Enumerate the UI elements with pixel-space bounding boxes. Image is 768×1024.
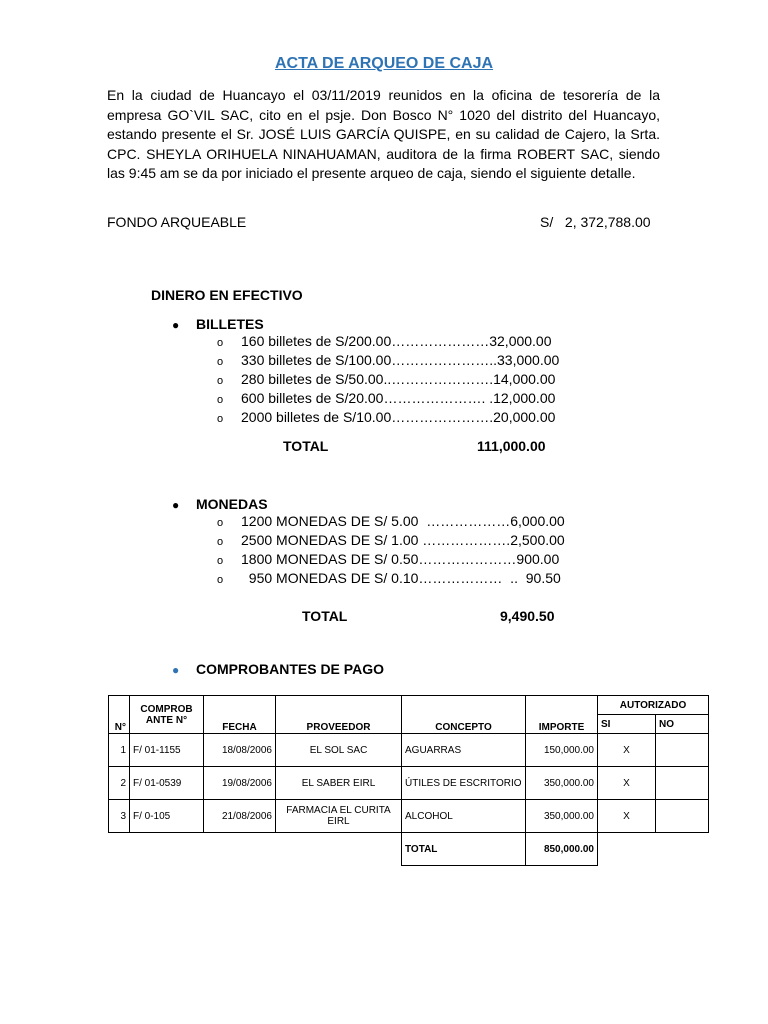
header-n: N° (109, 696, 130, 734)
circle-bullet-icon: o (217, 574, 224, 586)
bullet-icon: ● (172, 498, 180, 512)
circle-bullet-icon: o (217, 356, 224, 368)
header-proveedor: PROVEEDOR (276, 696, 402, 734)
table-total-value: 850,000.00 (526, 833, 598, 866)
efectivo-title: DINERO EN EFECTIVO (151, 287, 303, 303)
table-row: 2 F/ 01-0539 19/08/2006 EL SABER EIRL ÚTILES DE ESCRITORIO 350,000.00 X (109, 767, 709, 800)
table-row: 1 F/ 01-1155 18/08/2006 EL SOL SAC AGUARRAS 150,000.00 X (109, 734, 709, 767)
header-si: SI (598, 715, 656, 734)
comprobantes-heading (172, 661, 384, 677)
header-no: NO (656, 715, 709, 734)
list-item: o 950 MONEDAS DE S/ 0.10……………… .. 90.50 (217, 569, 565, 588)
circle-bullet-icon: o (217, 394, 224, 406)
header-comprobante: COMPROB ANTE N° (130, 696, 204, 734)
header-fecha: FECHA (204, 696, 276, 734)
list-item: o 600 billetes de S/20.00…………………. .12,000.00 (217, 389, 559, 408)
monedas-label: MONEDAS (196, 496, 268, 512)
monedas-total-value: 9,490.50 (500, 608, 555, 624)
page-title: ACTA DE ARQUEO DE CAJA (274, 55, 494, 72)
header-autorizado: AUTORIZADO (598, 696, 709, 715)
billetes-label: BILLETES (196, 316, 264, 332)
list-item: o 280 billetes de S/50.00..………………….14,000.00 (217, 370, 559, 389)
bullet-icon: ● (172, 663, 180, 677)
list-item: o 2500 MONEDAS DE S/ 1.00 ……………….2,500.00 (217, 531, 565, 550)
comprobantes-label: COMPROBANTES DE PAGO (196, 661, 384, 677)
billetes-heading (172, 316, 264, 332)
table-header-row (109, 696, 709, 715)
list-item: o 1800 MONEDAS DE S/ 0.50…………………900.00 (217, 550, 565, 569)
circle-bullet-icon: o (217, 517, 224, 529)
list-item: o 330 billetes de S/100.00…………………..33,000.00 (217, 351, 559, 370)
fondo-value (540, 214, 651, 230)
fondo-label: FONDO ARQUEABLE (107, 214, 247, 230)
circle-bullet-icon: o (217, 555, 224, 567)
monedas-total-label: TOTAL (302, 608, 348, 624)
billetes-list (217, 332, 559, 427)
table-row: 3 F/ 0-105 21/08/2006 FARMACIA EL CURITA EIRL ALCOHOL 350,000.00 X (109, 800, 709, 833)
billetes-total-value: 111,000.00 (477, 438, 546, 454)
intro-paragraph: En la ciudad de Huancayo el 03/11/2019 reunidos en la oficina de tesorería de la empresa GO`VIL SAC, cito en el psje. Don Bosco N° 1020 del distrito del Huancayo, estando presente el Sr. JOSÉ LUIS GARCÍA QUISPE, en su calidad de Cajero, la Srta. CPC. SHEYLA ORIHUELA NINAHUAMAN, auditora de la firma ROBERT SAC, siendo las 9:45 am se da por iniciado el presente arqueo de caja, siendo el siguiente detalle. (107, 87, 660, 181)
bullet-icon: ● (172, 318, 180, 332)
header-concepto: CONCEPTO (402, 696, 526, 734)
monedas-heading (172, 496, 268, 512)
list-item: o 1200 MONEDAS DE S/ 5.00 ………………6,000.00 (217, 512, 565, 531)
monedas-list (217, 512, 565, 588)
comprobantes-table (108, 695, 709, 866)
list-item: o 2000 billetes de S/10.00………………….20,000.00 (217, 408, 559, 427)
circle-bullet-icon: o (217, 375, 224, 387)
circle-bullet-icon: o (217, 337, 224, 349)
circle-bullet-icon: o (217, 413, 224, 425)
circle-bullet-icon: o (217, 536, 224, 548)
list-item: o 160 billetes de S/200.00…………………32,000.00 (217, 332, 559, 351)
fondo-amount: 2, 372,788.00 (564, 214, 651, 230)
table-total-label: TOTAL (402, 833, 526, 866)
fondo-currency: S/ (540, 214, 554, 230)
billetes-total-label: TOTAL (283, 438, 329, 454)
header-importe: IMPORTE (526, 696, 598, 734)
table-total-row (109, 833, 709, 866)
